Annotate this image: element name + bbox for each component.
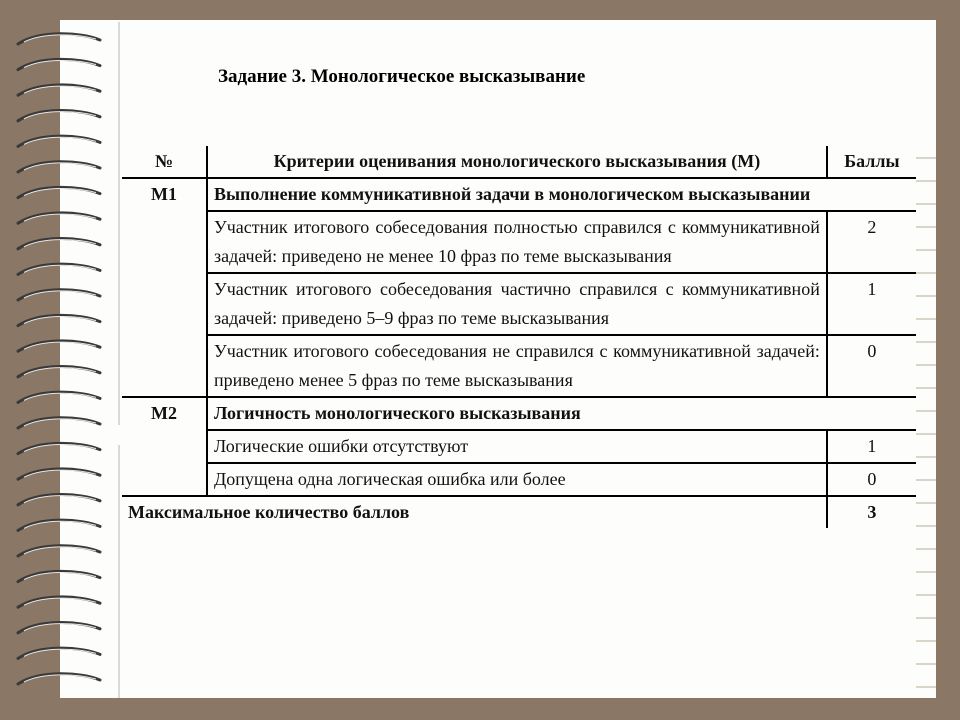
total-label: Максимальное количество баллов — [128, 502, 410, 522]
table-row — [122, 273, 916, 335]
table-row — [122, 335, 916, 397]
criterion-title-m2: Логичность монологического высказывания — [207, 397, 916, 430]
page-title: Задание 3. Монологическое высказывание — [218, 66, 586, 87]
m2-title-row — [122, 397, 916, 430]
page-edge-ticks — [916, 150, 936, 690]
spiral-binding-icon — [0, 20, 112, 700]
criterion-title-m1: Выполнение коммуникативной задачи в монологическом высказывании — [207, 178, 916, 211]
criterion-score: 1 — [827, 273, 916, 335]
header-criteria: Критерии оценивания монологического высказывания (М) — [207, 146, 827, 178]
table-row — [122, 430, 916, 463]
criterion-score: 1 — [827, 430, 916, 463]
criterion-text: Участник итогового собеседования не справился с коммуникативной задачей: приведено менее 5 фраз по теме высказывания — [207, 335, 827, 397]
m1-title-row — [122, 178, 916, 211]
criterion-score: 0 — [827, 335, 916, 397]
criterion-text: Допущена одна логическая ошибка или более — [207, 463, 827, 496]
criterion-score: 0 — [827, 463, 916, 496]
table-row — [122, 211, 916, 273]
table-header-row — [122, 146, 916, 178]
criterion-code-m2: М2 — [122, 397, 207, 496]
table-row — [122, 463, 916, 496]
criterion-text: Участник итогового собеседования полностью справился с коммуникативной задачей: приведено не менее 10 фраз по теме высказывания — [207, 211, 827, 273]
margin-line — [118, 22, 120, 698]
total-row — [122, 496, 916, 528]
total-score: 3 — [827, 496, 916, 528]
header-num: № — [122, 146, 207, 178]
criterion-code-m1: М1 — [122, 178, 207, 397]
header-score: Баллы — [827, 146, 916, 178]
criterion-text: Участник итогового собеседования частично справился с коммуникативной задачей: приведено 5–9 фраз по теме высказывания — [207, 273, 827, 335]
margin-line-gap — [118, 425, 120, 445]
criterion-text: Логические ошибки отсутствуют — [207, 430, 827, 463]
criterion-score: 2 — [827, 211, 916, 273]
criteria-table — [122, 146, 916, 528]
